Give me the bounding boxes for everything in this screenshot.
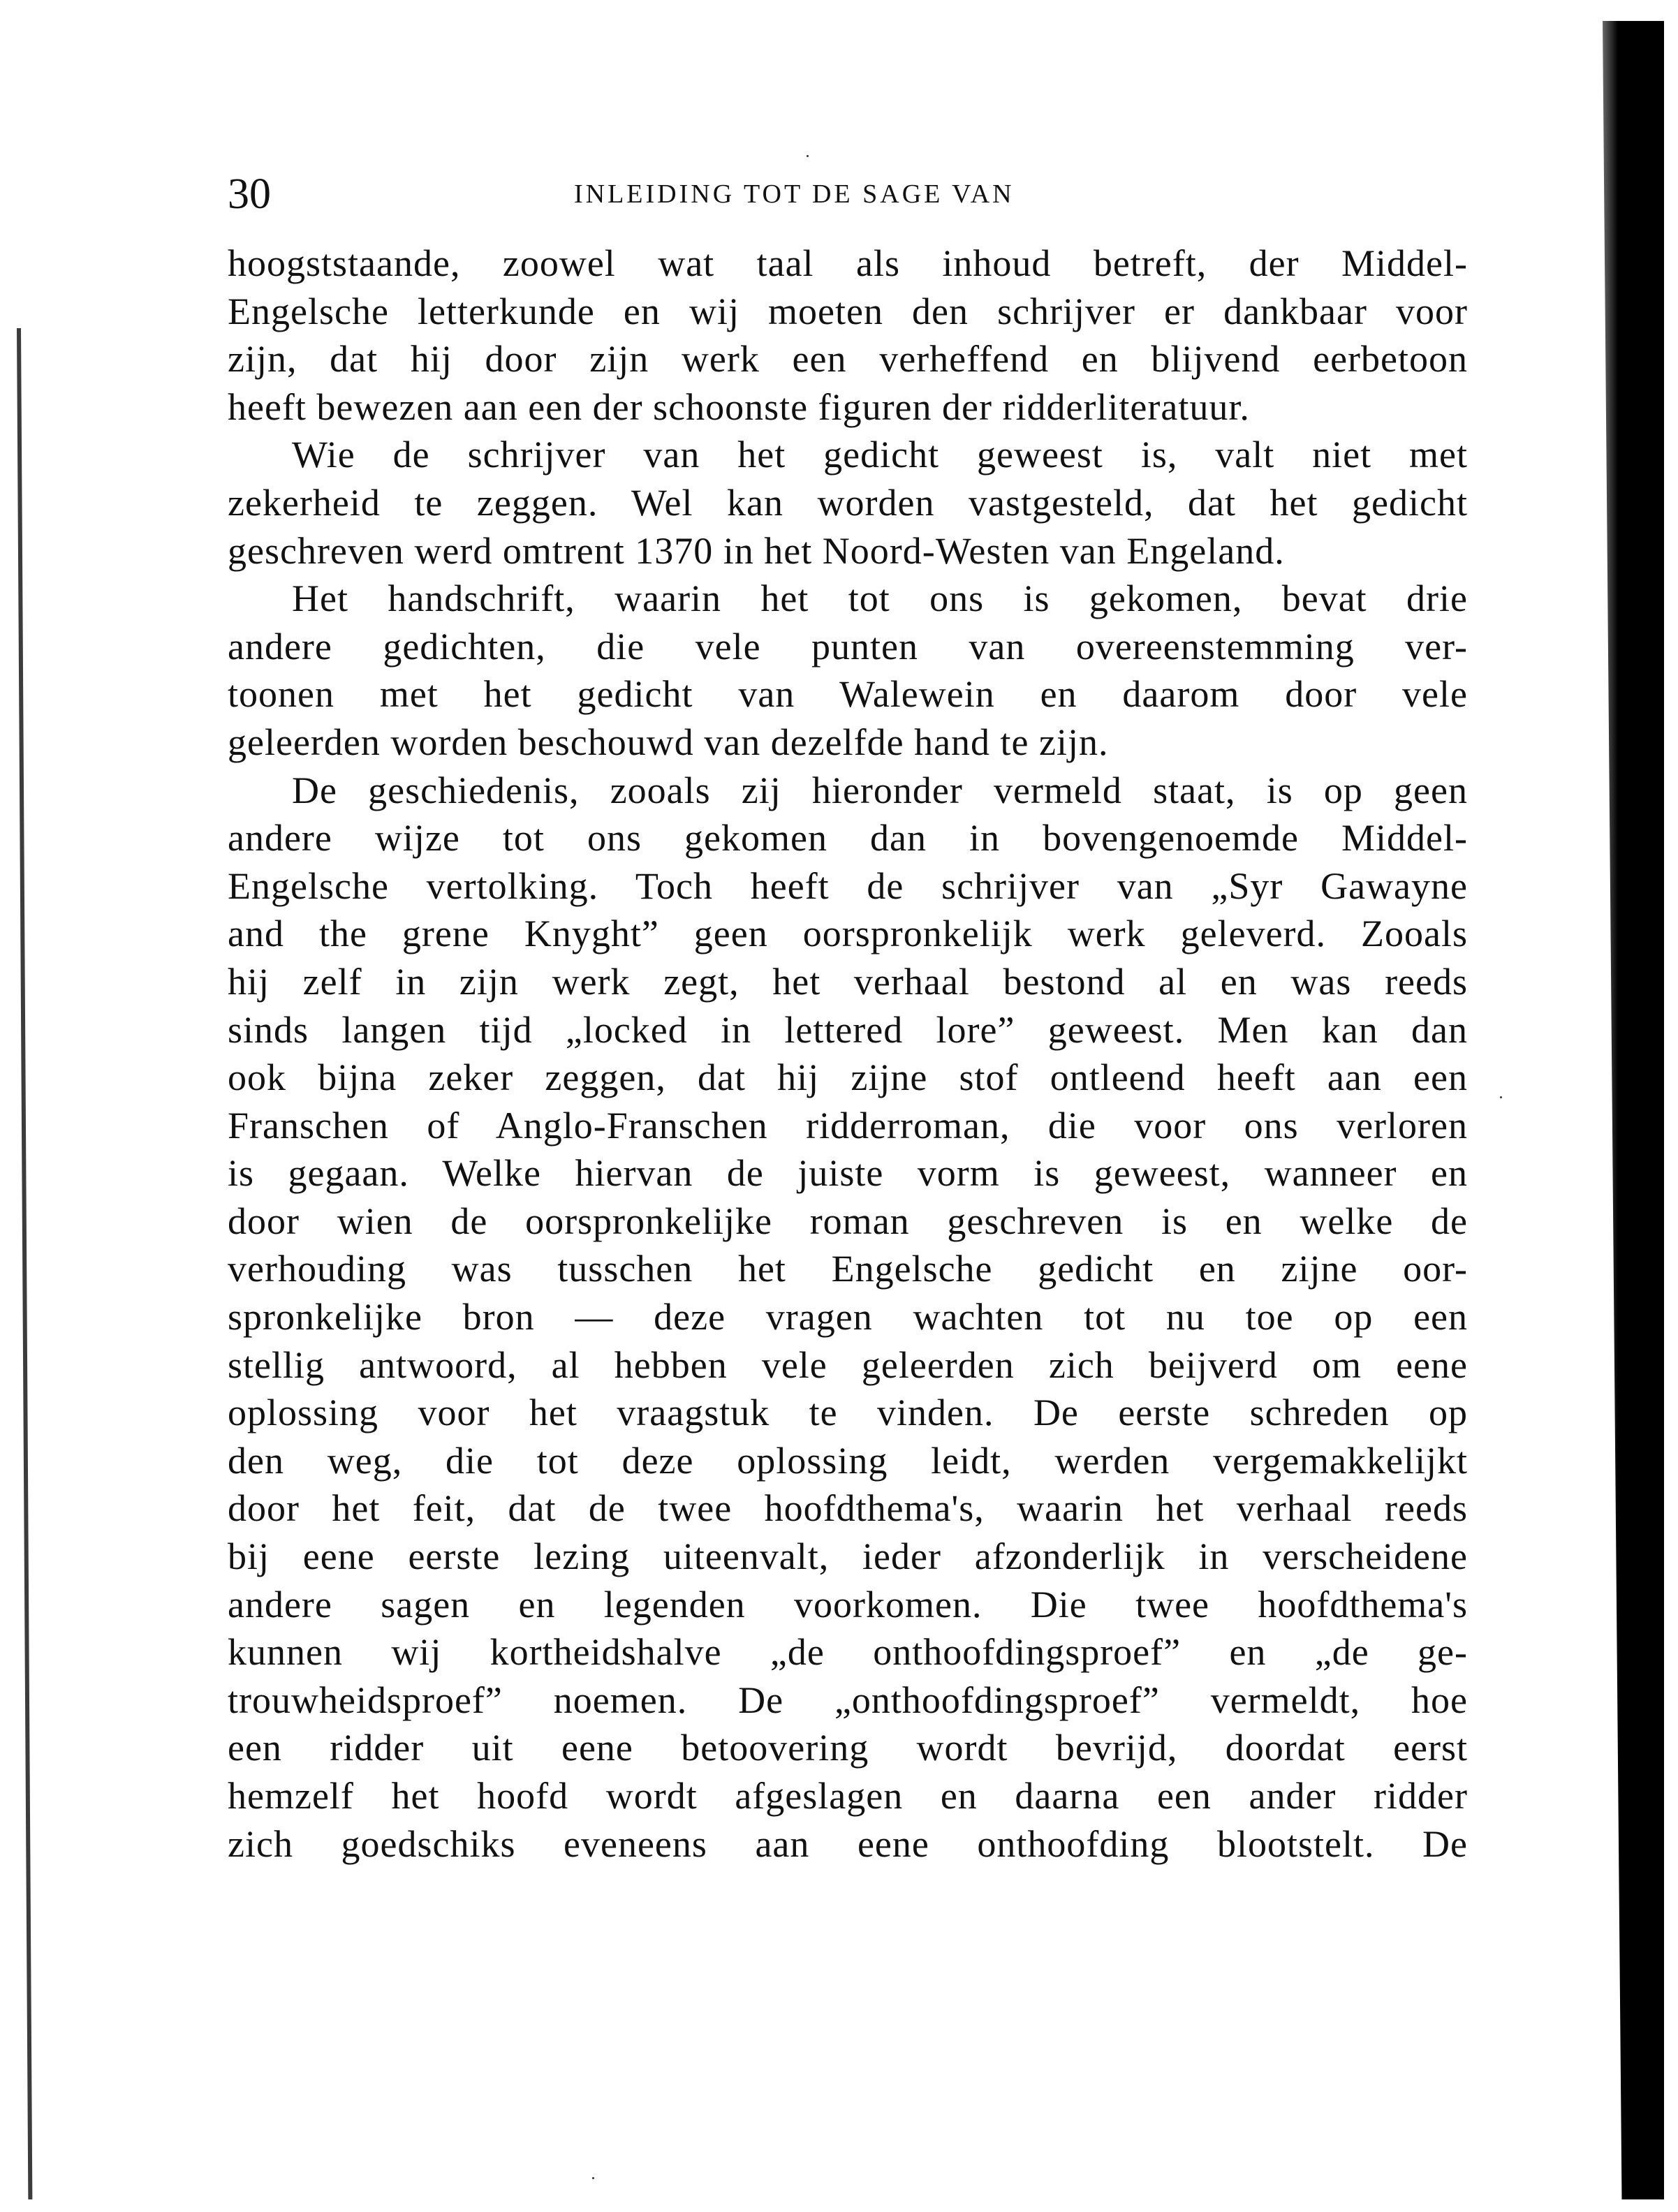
text-line: Engelsche vertolking. Toch heeft de schrijver van „Syr Gawayne bbox=[228, 864, 1468, 907]
text-line: sinds langen tijd „locked in lettered lore” geweest. Men kan dan bbox=[228, 1008, 1468, 1051]
text-line: Het handschrift, waarin het tot ons is gekomen, bevat drie bbox=[292, 577, 1468, 620]
text-line: zijn, dat hij door zijn werk een verheffend en blijvend eerbetoon bbox=[228, 338, 1468, 381]
text-line: Franschen of Anglo-Franschen ridderroman, die voor ons verloren bbox=[228, 1104, 1468, 1146]
text-line: is gegaan. Welke hiervan de juiste vorm is geweest, wanneer en bbox=[228, 1152, 1468, 1195]
text-line: Wie de schrijver van het gedicht geweest is, valt niet met bbox=[292, 434, 1468, 476]
text-line: door wien de oorspronkelijke roman geschreven is en welke de bbox=[228, 1200, 1468, 1242]
body-text bbox=[228, 239, 1468, 1868]
running-head bbox=[228, 166, 1468, 222]
text-line: Engelsche letterkunde en wij moeten den schrijver er dankbaar voor bbox=[228, 290, 1468, 332]
text-line: ook bijna zeker zeggen, dat hij zijne stof ontleend heeft aan een bbox=[228, 1056, 1468, 1099]
text-line: door het feit, dat de twee hoofdthema's, waarin het verhaal reeds bbox=[228, 1487, 1468, 1530]
binding-edge-line bbox=[17, 328, 32, 2199]
text-line: verhouding was tusschen het Engelsche gedicht en zijne oor- bbox=[228, 1248, 1468, 1290]
text-line: andere wijze tot ons gekomen dan in bovengenoemde Middel- bbox=[228, 817, 1468, 860]
running-title: INLEIDING TOT DE SAGE VAN bbox=[574, 179, 1015, 209]
text-line: bij eene eerste lezing uiteenvalt, ieder afzonderlijk in verscheidene bbox=[228, 1535, 1468, 1578]
text-line: and the grene Knyght” geen oorspronkelijk werk geleverd. Zooals bbox=[228, 913, 1468, 955]
scan-speck bbox=[1500, 1096, 1502, 1098]
scan-edge-shadow bbox=[1587, 21, 1664, 2199]
text-line: zich goedschiks eveneens aan eene onthoofding blootstelt. De bbox=[228, 1822, 1468, 1865]
text-line: hemzelf het hoofd wordt afgeslagen en daarna een ander ridder bbox=[228, 1775, 1468, 1817]
page-number: 30 bbox=[228, 170, 271, 218]
text-line: trouwheidsproef” noemen. De „onthoofdingsproef” vermeldt, hoe bbox=[228, 1679, 1468, 1721]
text-line: hoogststaande, zoowel wat taal als inhoud betreft, der Middel- bbox=[228, 242, 1468, 284]
text-line: heeft bewezen aan een der schoonste figuren der ridderliteratuur. bbox=[228, 385, 1250, 428]
text-line: spronkelijke bron — deze vragen wachten tot nu toe op een bbox=[228, 1296, 1468, 1339]
text-line: geleerden worden beschouwd van dezelfde hand te zijn. bbox=[228, 721, 1109, 763]
text-line: toonen met het gedicht van Walewein en daarom door vele bbox=[228, 673, 1468, 716]
text-line: hij zelf in zijn werk zegt, het verhaal bestond al en was reeds bbox=[228, 960, 1468, 1003]
text-line: andere sagen en legenden voorkomen. Die twee hoofdthema's bbox=[228, 1583, 1468, 1625]
text-line: een ridder uit eene betoovering wordt bevrijd, doordat eerst bbox=[228, 1727, 1468, 1769]
text-line: den weg, die tot deze oplossing leidt, werden vergemakkelijkt bbox=[228, 1439, 1468, 1482]
text-line: andere gedichten, die vele punten van overeenstemming ver- bbox=[228, 625, 1468, 668]
text-line: zekerheid te zeggen. Wel kan worden vastgesteld, dat het gedicht bbox=[228, 481, 1468, 524]
scan-speck bbox=[807, 155, 809, 157]
text-line: kunnen wij kortheidshalve „de onthoofdingsproef” en „de ge- bbox=[228, 1631, 1468, 1674]
text-line: oplossing voor het vraagstuk te vinden. De eerste schreden op bbox=[228, 1392, 1468, 1434]
scan-speck bbox=[592, 2177, 594, 2179]
text-line: De geschiedenis, zooals zij hieronder vermeld staat, is op geen bbox=[292, 769, 1468, 811]
text-line: geschreven werd omtrent 1370 in het Noord-Westen van Engeland. bbox=[228, 529, 1285, 572]
text-line: stellig antwoord, al hebben vele geleerden zich beijverd om eene bbox=[228, 1343, 1468, 1386]
